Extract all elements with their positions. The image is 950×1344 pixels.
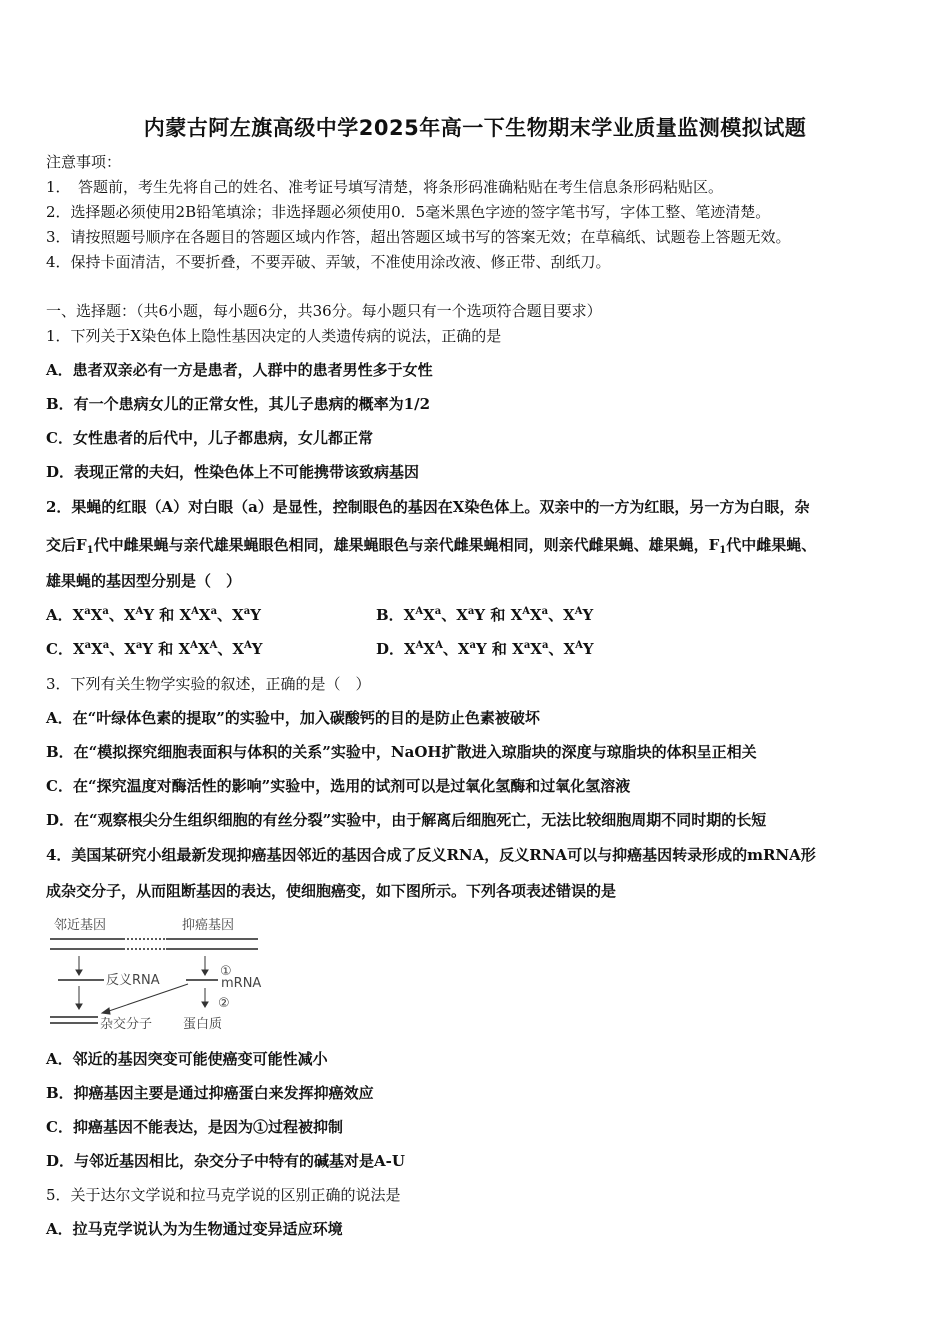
question-4-option-c: C．抑癌基因不能表达，是因为①过程被抑制 — [46, 1118, 343, 1136]
question-2-option-a — [46, 605, 261, 625]
arrowhead — [202, 970, 208, 975]
notice-item-2: 2．选择题必须使用2B铅笔填涂；非选择题必须使用0．5毫米黑色字迹的签字笔书写，字体工整、笔迹清楚。 — [46, 203, 771, 221]
x-chrom: X — [423, 640, 436, 658]
question-3-option-d: D．在“观察根尖分生组织细胞的有丝分裂”实验中，由于解离后细胞死亡，无法比较细胞周期不同时期的长短 — [46, 811, 767, 829]
question-3-option-c: C．在“探究温度对酶活性的影响”实验中，选用的试剂可以是过氧化氢酶和过氧化氢溶液 — [46, 777, 631, 795]
opt-b-label: B．X — [376, 606, 416, 624]
x-chrom: X — [123, 606, 136, 624]
label-neighbor-gene: 邻近基因 — [54, 918, 107, 933]
sup: a — [434, 606, 442, 617]
sup: a — [467, 606, 475, 617]
sup: a — [523, 640, 531, 651]
x-chrom: X — [512, 640, 524, 658]
y-chrom: Y — [582, 640, 594, 658]
sep: 、 — [548, 640, 564, 658]
question-2-option-d — [376, 639, 594, 659]
x-chrom: X — [232, 606, 244, 624]
question-1-option-b: B．有一个患病女儿的正常女性，其儿子患病的概率为1/2 — [46, 395, 431, 413]
label-step-2: ② — [218, 996, 230, 1011]
and: 和 — [158, 640, 174, 658]
question-1-stem: 1．下列关于X染色体上隐性基因决定的人类遗传病的说法，正确的是 — [46, 327, 502, 345]
question-3-option-b: B．在“模拟探究细胞表面积与体积的关系”实验中，NaOH扩散进入琼脂块的深度与琼脂块的体积呈正相关 — [46, 743, 757, 761]
question-2-line-1: 2．果蝇的红眼（A）对白眼（a）是显性，控制眼色的基因在X染色体上。双亲中的一方为红眼，另一方为白眼，杂 — [46, 498, 810, 516]
q2-text-b: 代中雌果蝇与亲代雄果蝇眼色相同，雄果蝇眼色与亲代雌果蝇相同，则亲代雌果蝇、雄果蝇，F — [93, 536, 720, 554]
opt-a-label: A．X — [46, 606, 85, 624]
sup: A — [415, 606, 424, 617]
x-chrom: X — [197, 640, 210, 658]
label-hybrid-molecule: 杂交分子 — [100, 1017, 153, 1032]
sup: A — [135, 606, 144, 617]
sup: A — [190, 640, 198, 651]
sup: a — [135, 640, 143, 651]
x-chrom: X — [179, 606, 192, 624]
x-chrom: X — [91, 640, 103, 658]
q2-text-c: 代中雌果蝇、 — [726, 536, 817, 554]
notice-item-4: 4．保持卡面清洁，不要折叠，不要弄破、弄皱，不准使用涂改液、修正带、刮纸刀。 — [46, 253, 611, 271]
question-5-option-a: A．拉马克学说认为为生物通过变异适应环境 — [46, 1220, 343, 1238]
sup: a — [84, 640, 92, 651]
sup: a — [243, 606, 251, 617]
x-chrom: X — [563, 640, 576, 658]
sup: A — [244, 640, 252, 651]
sup: A — [191, 606, 199, 617]
y-chrom: Y — [475, 640, 487, 658]
notice-item-1: 1． 答题前，考生先将自己的姓名、准考证号填写清楚，将条形码准确粘贴在考生信息条形码粘贴区。 — [46, 178, 724, 196]
exam-title: 内蒙古阿左旗高级中学2025年高一下生物期末学业质量监测模拟试题 — [143, 116, 807, 140]
sup: a — [102, 640, 110, 651]
question-4-option-b: B．抑癌基因主要是通过抑癌蛋白来发挥抑癌效应 — [46, 1084, 374, 1102]
arrowhead — [76, 1004, 82, 1009]
question-2-line-3: 雄果蝇的基因型分别是（ ） — [46, 572, 242, 590]
x-chrom: X — [510, 606, 523, 624]
question-2-line-2 — [46, 535, 816, 555]
question-1-option-d: D．表现正常的夫妇，性染色体上不可能携带该致病基因 — [46, 463, 420, 481]
sup: a — [102, 606, 109, 617]
x-chrom: X — [530, 640, 542, 658]
arrowhead — [76, 970, 82, 975]
question-1-option-c: C．女性患者的后代中，儿子都患病，女儿都正常 — [46, 429, 373, 447]
sup: A — [435, 640, 443, 651]
q2-sub-2: 1 — [719, 545, 727, 556]
question-4-option-d: D．与邻近基因相比，杂交分子中特有的碱基对是A-U — [46, 1152, 405, 1170]
x-chrom: X — [529, 606, 542, 624]
sup: a — [84, 606, 91, 617]
y-chrom: Y — [251, 640, 263, 658]
x-chrom: X — [232, 640, 244, 658]
label-antisense-rna: 反义RNA — [106, 973, 160, 988]
label-mrna: mRNA — [221, 976, 262, 991]
x-chrom: X — [90, 606, 103, 624]
x-chrom: X — [198, 606, 211, 624]
sep: 、 — [441, 606, 457, 624]
y-chrom: Y — [142, 640, 154, 658]
sep: 、 — [548, 606, 564, 624]
y-chrom: Y — [143, 606, 155, 624]
y-chrom: Y — [250, 606, 261, 624]
and: 和 — [159, 606, 175, 624]
question-2-option-b — [376, 605, 593, 625]
sup: A — [209, 640, 218, 651]
opt-d-label: D．X — [376, 640, 416, 658]
sup: A — [522, 606, 530, 617]
section-heading: 一、选择题：（共6小题，每小题6分，共36分。每小题只有一个选项符合题目要求） — [46, 302, 602, 320]
question-1-option-a: A．患者双亲必有一方是患者，人群中的患者男性多于女性 — [46, 361, 433, 379]
sup: a — [469, 640, 476, 651]
sup: a — [210, 606, 218, 617]
arrowhead — [102, 1008, 110, 1014]
sep: 、 — [442, 640, 458, 658]
y-chrom: Y — [582, 606, 594, 624]
question-4-line-1: 4．美国某研究小组最新发现抑癌基因邻近的基因合成了反义RNA，反义RNA可以与抑癌基因转录形成的mRNA形 — [46, 846, 816, 864]
notice-item-3: 3．请按照题号顺序在各题目的答题区域内作答，超出答题区域书写的答案无效；在草稿纸、试题卷上答题无效。 — [46, 228, 791, 246]
sup: a — [541, 606, 549, 617]
sup: A — [415, 640, 424, 651]
sep: 、 — [109, 640, 125, 658]
x-chrom: X — [423, 606, 435, 624]
sup: a — [541, 640, 549, 651]
question-2-option-c — [46, 639, 262, 659]
q2-text-a: 交后F — [46, 536, 87, 554]
arrowhead — [202, 1002, 208, 1007]
x-chrom: X — [456, 606, 468, 624]
y-chrom: Y — [474, 606, 486, 624]
question-3-stem: 3．下列有关生物学实验的叙述，正确的是（ ） — [46, 675, 371, 693]
label-step-1: ① — [220, 964, 232, 979]
sup: A — [575, 640, 583, 651]
question-4-line-2: 成杂交分子，从而阻断基因的表达，使细胞癌变，如下图所示。下列各项表述错误的是 — [46, 882, 617, 900]
x-chrom: X — [563, 606, 575, 624]
question-5-stem: 5．关于达尔文学说和拉马克学说的区别正确的说法是 — [46, 1186, 401, 1204]
notice-heading: 注意事项： — [46, 153, 122, 171]
q2-sub-1: 1 — [86, 545, 94, 556]
x-chrom: X — [178, 640, 191, 658]
label-tumor-suppressor-gene: 抑癌基因 — [182, 918, 235, 933]
question-4-option-a: A．邻近的基因突变可能使癌变可能性减小 — [46, 1050, 328, 1068]
opt-c-label: C．X — [46, 640, 85, 658]
sep: 、 — [217, 640, 233, 658]
arrow-mrna-to-hybrid — [106, 984, 188, 1012]
question-3-option-a: A．在“叶绿体色素的提取”的实验中，加入碳酸钙的目的是防止色素被破坏 — [46, 709, 540, 727]
and: 和 — [490, 606, 506, 624]
sep: 、 — [217, 606, 233, 624]
gene-expression-diagram — [46, 912, 296, 1037]
and: 和 — [491, 640, 507, 658]
sep: 、 — [108, 606, 124, 624]
x-chrom: X — [457, 640, 470, 658]
sup: A — [574, 606, 583, 617]
x-chrom: X — [124, 640, 136, 658]
label-protein: 蛋白质 — [183, 1017, 223, 1032]
